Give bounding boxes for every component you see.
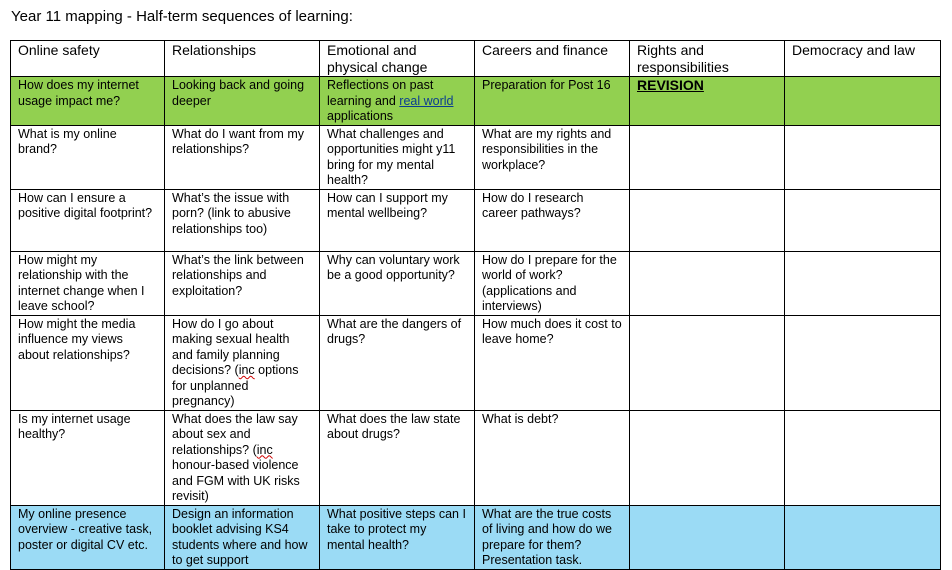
table-cell: What are my rights and responsibilities in the workplace? <box>475 125 630 189</box>
table-cell: How might my relationship with the internet change when I leave school? <box>11 251 165 315</box>
cell-text: What does the law say about sex and relationships? ( <box>172 411 298 457</box>
table-cell <box>320 77 475 126</box>
table-cell <box>630 410 785 505</box>
table-cell: What does the law state about drugs? <box>320 410 475 505</box>
table-cell: Is my internet usage healthy? <box>11 410 165 505</box>
spellcheck-flagged-word: inc <box>238 363 255 377</box>
table-cell: How do I research career pathways? <box>475 189 630 251</box>
table-row <box>11 77 941 126</box>
table-cell: How might the media influence my views about relationships? <box>11 315 165 410</box>
header-democracy-law: Democracy and law <box>785 41 941 77</box>
revision-label: REVISION <box>637 77 704 93</box>
cell-text: applications <box>327 109 394 123</box>
table-cell <box>785 251 941 315</box>
table-cell: What challenges and opportunities might y11 bring for my mental health? <box>320 125 475 189</box>
table-cell: What positive steps can I take to protect my mental health? <box>320 505 475 569</box>
table-cell: What are the true costs of living and how do we prepare for them? Presentation task. <box>475 505 630 569</box>
table-row <box>11 189 941 251</box>
table-cell: How do I prepare for the world of work? (applications and interviews) <box>475 251 630 315</box>
table-cell <box>630 505 785 569</box>
table-cell: Why can voluntary work be a good opportunity? <box>320 251 475 315</box>
table-cell: What are the dangers of drugs? <box>320 315 475 410</box>
table-cell: How much does it cost to leave home? <box>475 315 630 410</box>
table-row <box>11 125 941 189</box>
table-cell <box>630 189 785 251</box>
header-emotional-physical-change: Emotional and physical change <box>320 41 475 77</box>
table-cell: How can I ensure a positive digital footprint? <box>11 189 165 251</box>
table-cell: Looking back and going deeper <box>165 77 320 126</box>
table-cell <box>785 315 941 410</box>
table-cell <box>630 125 785 189</box>
learning-sequence-table <box>10 40 941 570</box>
document-title: Year 11 mapping - Half-term sequences of learning: <box>11 8 353 25</box>
table-cell <box>785 125 941 189</box>
table-row <box>11 251 941 315</box>
table-cell <box>785 77 941 126</box>
header-online-safety: Online safety <box>11 41 165 77</box>
table-cell: What’s the issue with porn? (link to abusive relationships too) <box>165 189 320 251</box>
table-row <box>11 410 941 505</box>
table-cell: My online presence overview - creative task, poster or digital CV etc. <box>11 505 165 569</box>
table-row <box>11 315 941 410</box>
table-cell <box>165 315 320 410</box>
cell-text: options for unplanned pregnancy) <box>172 363 299 408</box>
table-cell: How does my internet usage impact me? <box>11 77 165 126</box>
header-relationships: Relationships <box>165 41 320 77</box>
cell-text: How do I go about making sexual health and family planning decisions? ( <box>172 316 290 377</box>
table-cell: What’s the link between relationships and exploitation? <box>165 251 320 315</box>
header-careers-finance: Careers and finance <box>475 41 630 77</box>
table-cell <box>630 77 785 126</box>
table-cell: Design an information booklet advising KS4 students where and how to get support <box>165 505 320 569</box>
table-header-row <box>11 41 941 77</box>
table-cell: How can I support my mental wellbeing? <box>320 189 475 251</box>
table-cell <box>630 251 785 315</box>
table-cell: What do I want from my relationships? <box>165 125 320 189</box>
table-cell <box>785 410 941 505</box>
table-cell <box>785 505 941 569</box>
table-row <box>11 505 941 569</box>
cell-text: Reflections on past learning and <box>327 78 434 108</box>
table-cell <box>630 315 785 410</box>
header-rights-responsibilities: Rights and responsibilities <box>630 41 785 77</box>
table-cell: What is my online brand? <box>11 125 165 189</box>
spellcheck-flagged-word: inc <box>256 442 273 457</box>
cell-text: honour-based violence and FGM with UK risks revisit) <box>172 458 300 503</box>
table-cell <box>785 189 941 251</box>
table-cell: What is debt? <box>475 410 630 505</box>
real-world-link[interactable]: real world <box>399 93 454 108</box>
table-cell: Preparation for Post 16 <box>475 77 630 126</box>
table-cell <box>165 410 320 505</box>
